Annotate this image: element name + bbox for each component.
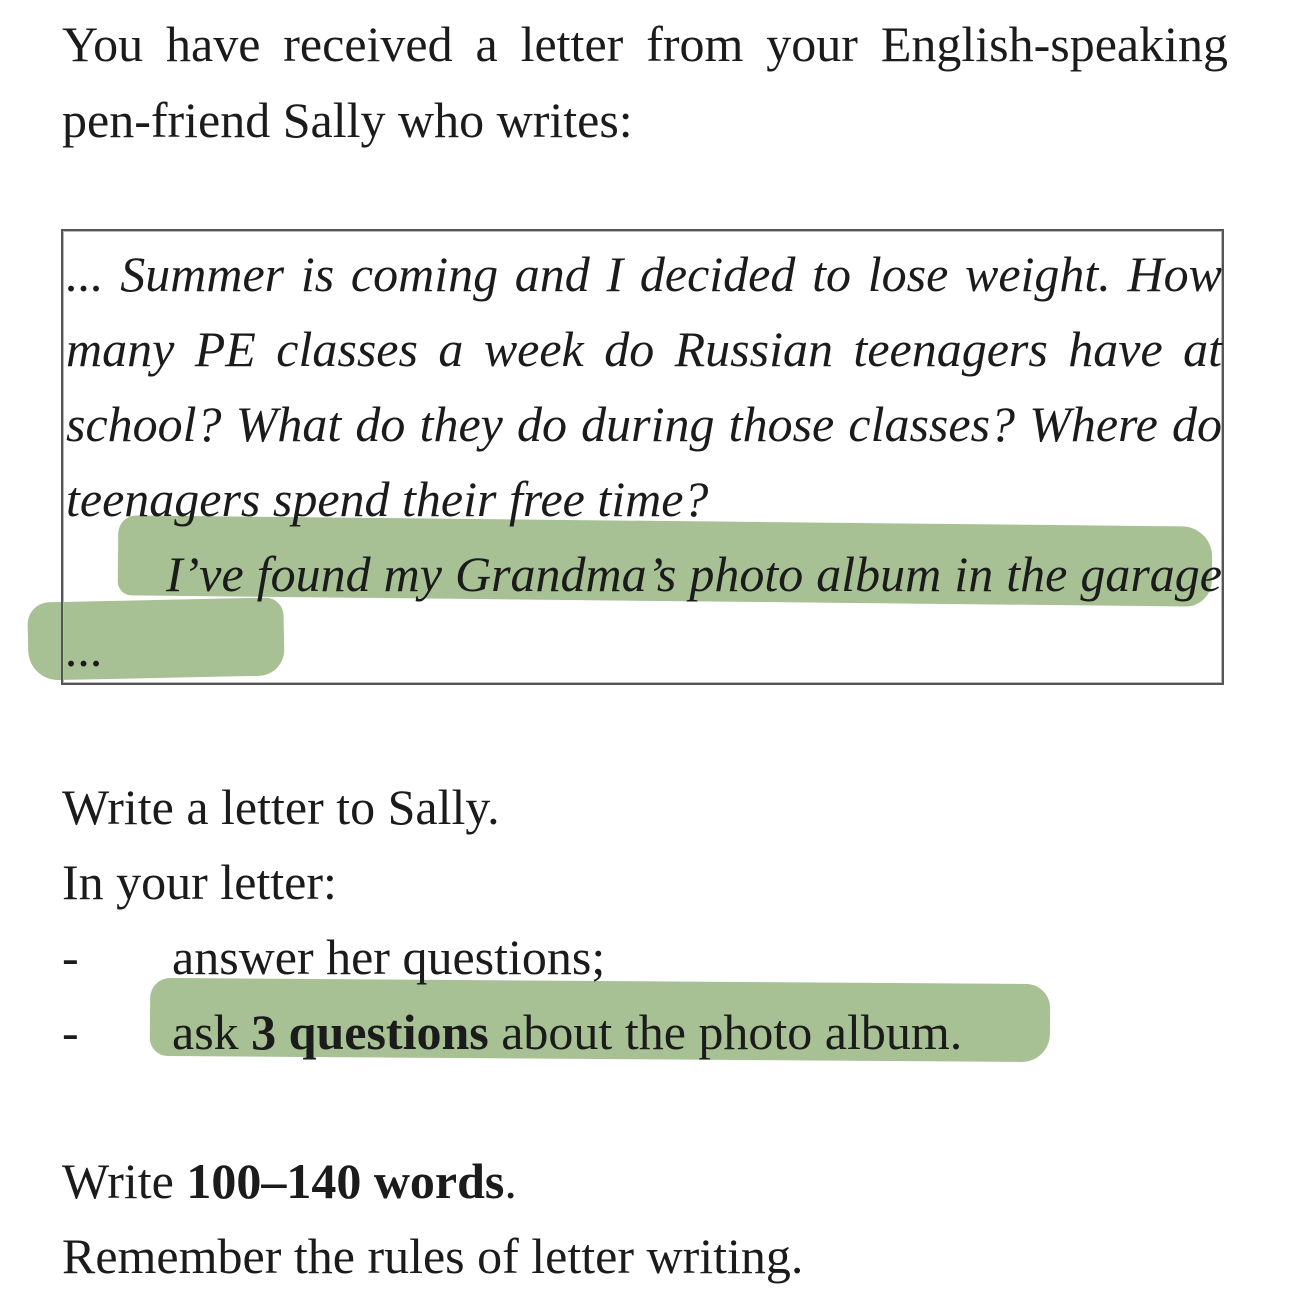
reminder-line: Remember the rules of letter writing. — [62, 1228, 804, 1284]
task-subheading: In your letter: — [62, 854, 337, 910]
bullet-emphasis: 3 questions — [251, 1004, 489, 1060]
letter-paragraph: I’ve found my Grandma’s photo album in the garage ... — [66, 546, 1222, 677]
word-count-emphasis: 100–140 words — [186, 1153, 505, 1209]
task-bullet — [62, 995, 1228, 1070]
bullet-dash: - — [62, 1004, 79, 1060]
bullet-suffix: about the photo album. — [488, 1004, 963, 1060]
bullet-text — [172, 995, 962, 1070]
bullet-dash: - — [62, 929, 79, 985]
task-instructions — [62, 770, 1228, 1294]
letter-paragraph: ... Summer is coming and I decided to lose weight. How many PE classes a week do Russian teenagers have at school? What do they do during those classes? Where do teenagers spend their free time? — [66, 246, 1222, 527]
word-count-line — [62, 1144, 1228, 1219]
spacer — [62, 1070, 1228, 1144]
word-count-prefix: Write — [62, 1153, 187, 1209]
word-count-suffix: . — [504, 1153, 517, 1209]
task-instruction: Write a letter to Sally. — [62, 779, 500, 835]
bullet-prefix: ask — [172, 1004, 252, 1060]
letter-excerpt-text — [66, 237, 1222, 687]
task-intro: You have received a letter from your English-speaking pen-friend Sally who writes: — [62, 16, 1228, 148]
bullet-text: answer her questions; — [172, 929, 606, 985]
task-bullet — [62, 920, 1228, 995]
